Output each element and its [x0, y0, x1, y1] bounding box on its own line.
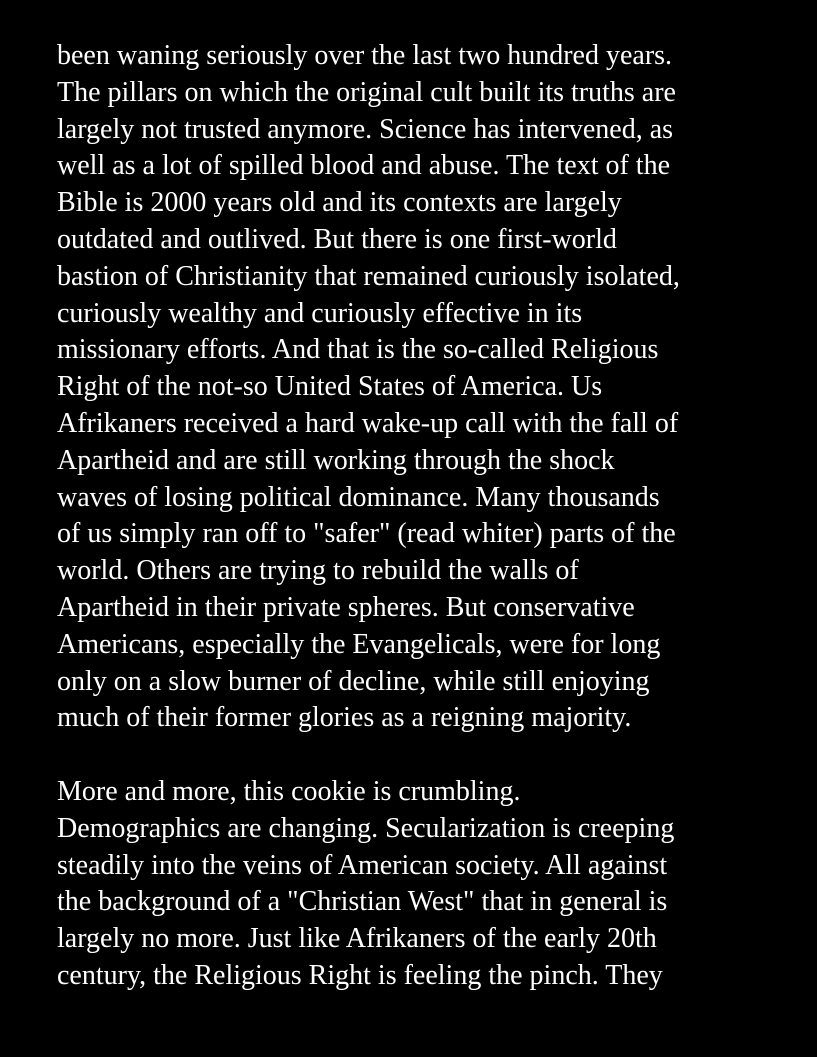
- text-line: steadily into the veins of American society. All against: [57, 849, 668, 881]
- text-line: only on a slow burner of decline, while still enjoying: [57, 665, 650, 697]
- text-line: century, the Religious Right is feeling the pinch. They: [57, 959, 663, 991]
- text-line: the background of a "Christian West" that in general is: [57, 886, 668, 918]
- paragraph-spacer: [57, 737, 797, 774]
- text-line: curiously wealthy and curiously effective in its: [57, 297, 583, 329]
- paragraph-1: [57, 38, 797, 737]
- text-line: Afrikaners received a hard wake-up call with the fall of: [57, 407, 679, 439]
- paragraph-2: [57, 774, 797, 995]
- text-line: been waning seriously over the last two hundred years.: [57, 40, 673, 71]
- text-line: Demographics are changing. Secularization is creeping: [57, 812, 675, 844]
- text-line: world. Others are trying to rebuild the walls of: [57, 555, 579, 587]
- text-line: of us simply ran off to "safer" (read whiter) parts of the: [57, 518, 676, 550]
- text-line: largely not trusted anymore. Science has intervened, as: [57, 113, 674, 145]
- document-page: [57, 38, 797, 995]
- text-line: Apartheid and are still working through the shock: [57, 444, 615, 476]
- text-line: largely no more. Just like Afrikaners of the early 20th: [57, 923, 657, 955]
- text-line: much of their former glories as a reigning majority.: [57, 702, 632, 734]
- text-line: missionary efforts. And that is the so-called Religious: [57, 334, 659, 366]
- text-line: More and more, this cookie is crumbling.: [57, 775, 521, 807]
- text-line: outdated and outlived. But there is one first-world: [57, 223, 617, 255]
- text-line: waves of losing political dominance. Many thousands: [57, 481, 660, 513]
- text-line: Apartheid in their private spheres. But conservative: [57, 591, 635, 623]
- text-line: well as a lot of spilled blood and abuse. The text of the: [57, 150, 671, 182]
- text-line: Americans, especially the Evangelicals, were for long: [57, 628, 661, 660]
- text-line: bastion of Christianity that remained curiously isolated,: [57, 260, 680, 292]
- text-line: Bible is 2000 years old and its contexts are largely: [57, 187, 622, 219]
- text-line: Right of the not-so United States of America. Us: [57, 371, 603, 403]
- text-line: The pillars on which the original cult built its truths are: [57, 76, 676, 108]
